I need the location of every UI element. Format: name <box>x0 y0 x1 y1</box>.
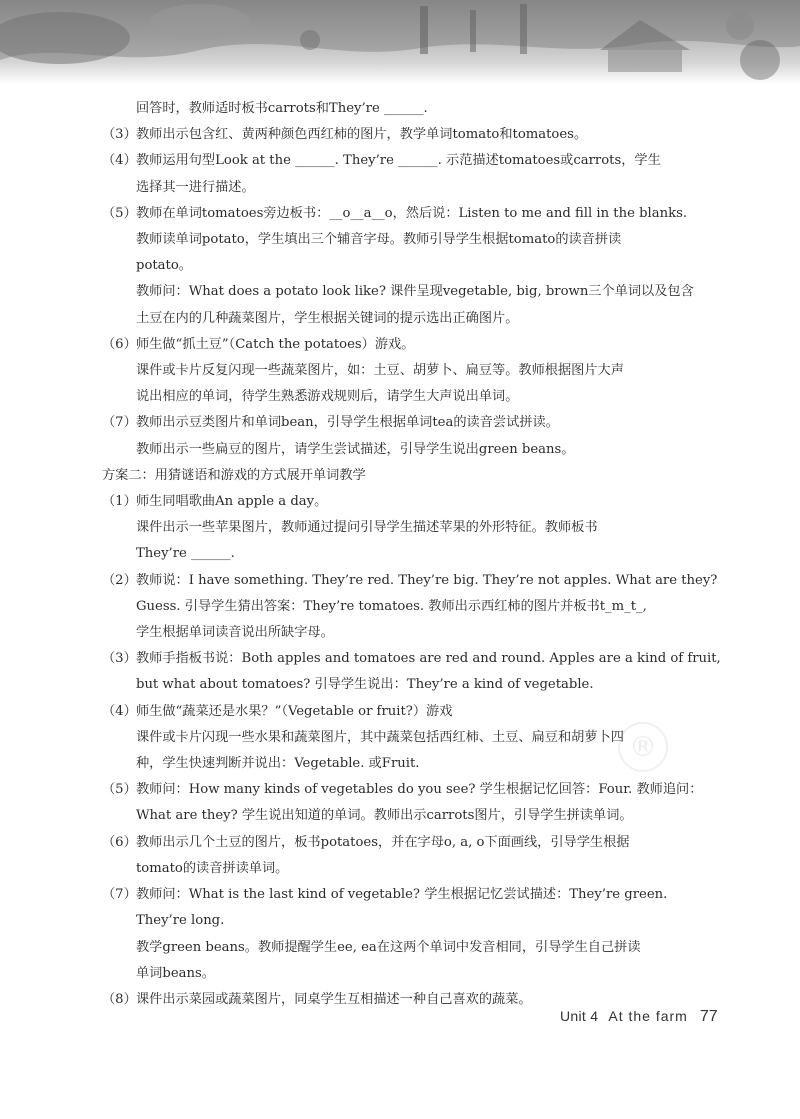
item-number: （7） <box>102 415 137 431</box>
text-line: 教学green beans。教师提醒学生ee, ea在这两个单词中发音相同，引导学生自己拼读 <box>136 939 641 955</box>
list-item <box>102 489 722 515</box>
text-line: 教师问：What does a potato look like? 课件呈现vegetable, big, brown三个单词以及包含 <box>136 284 694 300</box>
text-line: They’re ______. <box>136 546 235 562</box>
list-item <box>102 830 722 856</box>
item-number: （8） <box>102 991 137 1007</box>
header-banner <box>0 0 800 84</box>
text-line: 说出相应的单词，待学生熟悉游戏规则后，请学生大声说出单词。 <box>136 389 519 405</box>
item-number: （6） <box>102 336 137 352</box>
text-line: 课件出示菜园或蔬菜图片，同桌学生互相描述一种自己喜欢的蔬菜。 <box>136 991 532 1007</box>
page-number: 77 <box>699 1008 718 1025</box>
text-line: 单词beans。 <box>136 965 215 981</box>
list-item <box>102 568 722 594</box>
text-line: potato。 <box>136 258 192 274</box>
text-line: What are they? 学生说出知道的单词。教师出示carrots图片，引导学生拼读单词。 <box>136 808 633 824</box>
text-line: 教师运用句型Look at the ______. They’re ______. 示范描述tomatoes或carrots，学生 <box>136 153 661 169</box>
item-number: （1） <box>102 494 137 510</box>
item-number: （5） <box>102 782 137 798</box>
lesson-content <box>102 96 722 1013</box>
text-line: 教师问：What is the last kind of vegetable? 学生根据记忆尝试描述：They’re green. <box>136 887 668 903</box>
item-number: （4） <box>102 703 137 719</box>
unit-label: Unit 4 <box>560 1008 599 1024</box>
list-item <box>102 201 722 227</box>
item-number: （6） <box>102 834 137 850</box>
text-line: 选择其一进行描述。 <box>136 179 255 195</box>
text-line: 种，学生快速判断并说出：Vegetable. 或Fruit. <box>136 756 420 772</box>
text-line: 师生同唱歌曲An apple a day。 <box>136 494 328 510</box>
unit-title: At the farm <box>608 1008 688 1024</box>
text-line: 教师出示豆类图片和单词bean，引导学生根据单词tea的读音尝试拼读。 <box>136 415 559 431</box>
list-item <box>102 148 722 174</box>
text-line: 回答时，教师适时板书carrots和They’re ______. <box>136 101 428 116</box>
text-line: 教师问：How many kinds of vegetables do you see? 学生根据记忆回答：Four. 教师追问： <box>136 782 703 798</box>
item-number: （7） <box>102 887 137 903</box>
text-line: 教师出示一些扁豆的图片，请学生尝试描述，引导学生说出green beans。 <box>136 441 575 457</box>
text-line: 课件或卡片闪现一些水果和蔬菜图片，其中蔬菜包括西红柿、土豆、扁豆和胡萝卜四 <box>136 729 624 745</box>
text-line: 课件出示一些苹果图片，教师通过提问引导学生描述苹果的外形特征。教师板书 <box>136 520 598 536</box>
text-line: 师生做“蔬菜还是水果？”（Vegetable or fruit?）游戏 <box>136 703 453 719</box>
item-number: （4） <box>102 153 137 169</box>
list-item <box>102 646 722 672</box>
item-number: （2） <box>102 572 137 588</box>
text-line: 教师读单词potato，学生填出三个辅音字母。教师引导学生根据tomato的读音拼读 <box>136 232 622 248</box>
section-heading: 方案二：用猜谜语和游戏的方式展开单词教学 <box>102 467 366 483</box>
list-item <box>102 777 722 803</box>
farm-banner-image <box>0 0 800 84</box>
text-line: Guess. 引导学生猜出答案：They’re tomatoes. 教师出示西红柿的图片并板书t_m_t_, <box>136 598 647 614</box>
text-line: 教师在单词tomatoes旁边板书：__o__a__o，然后说：Listen to me and fill in the blanks. <box>136 205 688 221</box>
item-number: （5） <box>102 205 137 221</box>
text-line: They’re long. <box>136 913 225 929</box>
list-item <box>102 332 722 358</box>
list-item <box>102 122 722 148</box>
text-line: 教师说：I have something. They’re red. They’re big. They’re not apples. What are they? <box>136 572 718 588</box>
text-line: 教师手指板书说：Both apples and tomatoes are red and round. Apples are a kind of fruit, <box>136 651 721 667</box>
list-item <box>102 410 722 436</box>
text-line: 学生根据单词读音说出所缺字母。 <box>136 625 334 641</box>
text-line: but what about tomatoes? 引导学生说出：They’re a kind of vegetable. <box>136 677 594 693</box>
registered-watermark: ® <box>618 722 668 772</box>
text-line: tomato的读音拼读单词。 <box>136 860 289 876</box>
page-footer <box>560 1008 718 1026</box>
text-line: 师生做“抓土豆”（Catch the potatoes）游戏。 <box>136 336 415 352</box>
list-item <box>102 882 722 908</box>
item-number: （3） <box>102 651 137 667</box>
item-number: （3） <box>102 127 137 143</box>
text-line: 教师出示包含红、黄两种颜色西红柿的图片，教学单词tomato和tomatoes。 <box>136 127 588 143</box>
text-line: 课件或卡片反复闪现一些蔬菜图片，如：土豆、胡萝卜、扁豆等。教师根据图片大声 <box>136 363 624 379</box>
list-item <box>102 699 722 725</box>
text-line: 教师出示几个土豆的图片，板书potatoes，并在字母o, a, o下面画线，引导学生根据 <box>136 834 630 850</box>
text-line: 土豆在内的几种蔬菜图片，学生根据关键词的提示选出正确图片。 <box>136 310 519 326</box>
